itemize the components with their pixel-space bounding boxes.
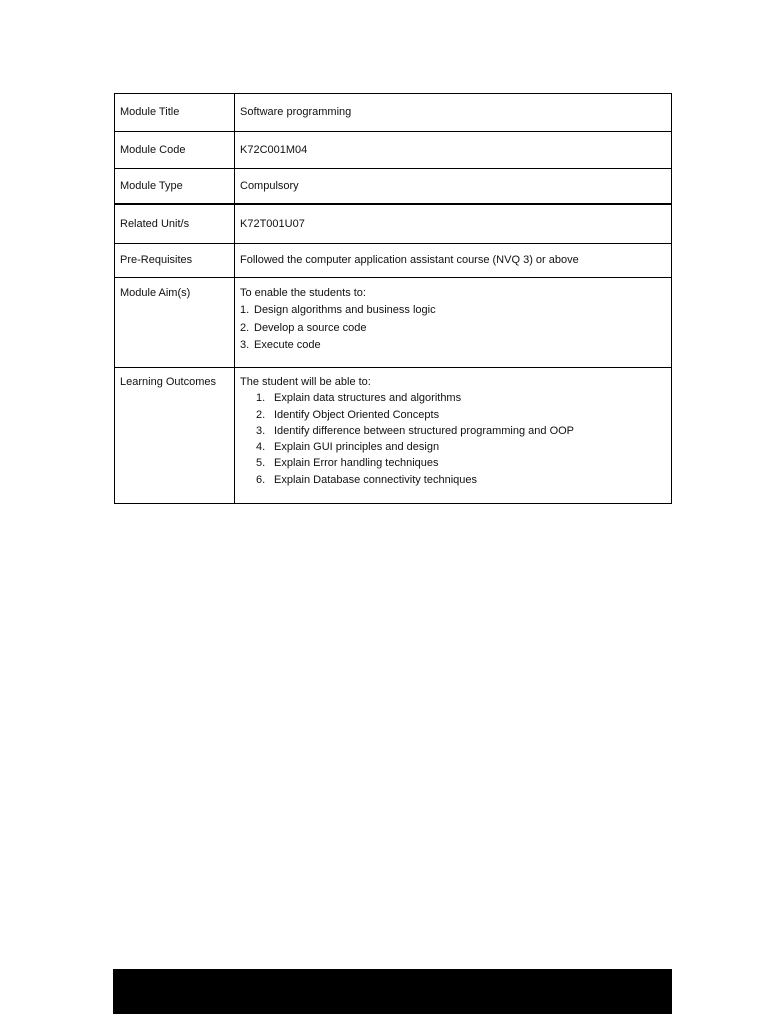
list-number: 3.: [256, 424, 266, 437]
list-number: 1.: [240, 304, 250, 317]
list-text: Identify difference between structured programming and OOP: [274, 424, 575, 437]
list-item: [240, 338, 666, 352]
table-row: [115, 132, 672, 169]
module-code-value: K72C001M04: [235, 132, 672, 169]
table-row: [115, 94, 672, 132]
module-title-label: Module Title: [115, 94, 235, 132]
module-aims-list: [240, 303, 666, 352]
table-row: [115, 278, 672, 368]
list-number: 4.: [256, 441, 266, 454]
prerequisites-value: Followed the computer application assistant course (NVQ 3) or above: [235, 244, 672, 278]
list-item: [240, 473, 666, 487]
prerequisites-label: Pre-Requisites: [115, 244, 235, 278]
list-item: [240, 391, 666, 405]
list-number: 2.: [240, 321, 250, 334]
list-text: Identify Object Oriented Concepts: [274, 408, 440, 421]
learning-outcomes-list: [240, 391, 666, 487]
module-type-value: Compulsory: [235, 169, 672, 205]
list-number: 3.: [240, 338, 250, 351]
list-text: Explain Error handling techniques: [274, 457, 439, 470]
module-code-label: Module Code: [115, 132, 235, 169]
list-item: [240, 408, 666, 422]
module-title-value: Software programming: [235, 94, 672, 132]
table-row: [115, 244, 672, 278]
list-item: [240, 440, 666, 454]
list-item: [240, 424, 666, 438]
learning-outcomes-intro: The student will be able to:: [240, 376, 371, 388]
module-aims-intro: To enable the students to:: [240, 287, 366, 299]
related-units-value: K72T001U07: [235, 204, 672, 244]
list-number: 1.: [256, 392, 266, 405]
list-text: Execute code: [254, 338, 321, 351]
list-text: Develop a source code: [254, 321, 367, 334]
list-text: Explain GUI principles and design: [274, 441, 440, 454]
list-number: 5.: [256, 457, 266, 470]
module-type-label: Module Type: [115, 169, 235, 205]
module-aims-label: Module Aim(s): [115, 278, 235, 368]
list-number: 6.: [256, 473, 266, 486]
module-info-table: [114, 93, 672, 504]
list-text: Explain data structures and algorithms: [274, 392, 462, 405]
table-row: [115, 169, 672, 205]
module-aims-cell: [235, 278, 672, 368]
list-text: Design algorithms and business logic: [254, 304, 436, 317]
list-item: [240, 303, 666, 317]
list-number: 2.: [256, 408, 266, 421]
page-footer-bar: [113, 969, 672, 1014]
table-row: [115, 368, 672, 504]
related-units-label: Related Unit/s: [115, 204, 235, 244]
list-item: [240, 321, 666, 335]
learning-outcomes-label: Learning Outcomes: [115, 368, 235, 504]
list-text: Explain Database connectivity techniques: [274, 473, 478, 486]
learning-outcomes-cell: [235, 368, 672, 504]
table-row: [115, 204, 672, 244]
list-item: [240, 456, 666, 470]
